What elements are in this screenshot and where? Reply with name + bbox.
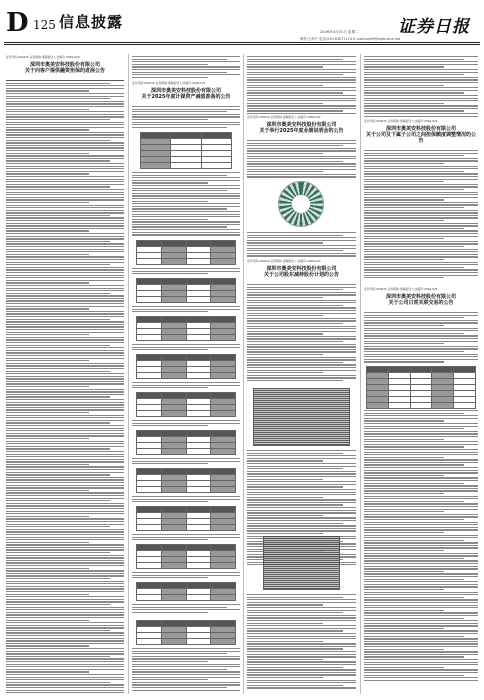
section-title: 信息披露 [59, 13, 124, 31]
announcement-body [247, 56, 356, 116]
column-4 [364, 54, 478, 694]
date-line: 2026年4月01日 星期二 [320, 30, 359, 34]
announcement-codes: 证券代码:000415 证券简称:渤海租赁 公告编号:2026-024 [364, 119, 438, 123]
announcement-body [6, 80, 124, 694]
announcement-company: 深圳市奥美安科技股份有限公司 [385, 125, 456, 132]
announcement-body [364, 410, 478, 682]
announcement-title: 关于举行2025年度业绩说明会的公告 [259, 127, 344, 134]
announcement-body [132, 106, 240, 129]
data-table [136, 354, 236, 379]
data-table [136, 506, 236, 531]
data-table [140, 132, 232, 169]
column-divider [360, 54, 361, 694]
announcement-body [364, 312, 478, 364]
announcement-company: 深圳市奥美安科技股份有限公司 [150, 87, 221, 94]
announcement-company: 深圳市奥美安科技股份有限公司 [266, 265, 337, 272]
announcement-title: 关于公司及下属子公司之间担保额度调整情况的公告 [365, 131, 476, 144]
data-table [366, 366, 476, 409]
announcement-body [132, 458, 240, 466]
announcement-title: 关于向客户提供融资担保的进展公告 [24, 67, 105, 74]
announcement-title: 关于2025年度计提资产减值准备的公告 [141, 93, 231, 100]
announcement-header [6, 56, 124, 74]
announcement-body [247, 232, 356, 258]
data-table [136, 620, 236, 645]
announcement-body [247, 140, 356, 179]
column-3 [247, 54, 356, 694]
page-letter: D [6, 8, 29, 38]
announcement-body [132, 420, 240, 428]
data-table [136, 582, 236, 601]
announcement-codes: 证券代码:000415 证券简称:渤海租赁 公告编号:2026-023 [247, 259, 321, 263]
announcement-codes: 证券代码:000415 证券简称:渤海租赁 公告编号:2026-021 [132, 81, 206, 85]
announcement-header [364, 120, 478, 144]
announcement-body [132, 172, 240, 237]
data-table [253, 388, 350, 446]
announcement-body [132, 344, 240, 352]
announcement-body [132, 382, 240, 390]
column-divider [128, 54, 129, 694]
announcement-header [132, 82, 240, 100]
contact-line: 制作:王海宁 电话:010-63071114 E-mail:zqrb9@zqrb.sina.net [300, 37, 401, 41]
data-table [136, 392, 236, 417]
announcement-company: 深圳市奥美安科技股份有限公司 [385, 293, 456, 300]
data-table [136, 278, 236, 303]
newspaper-logo: 证券日报 [398, 17, 470, 37]
announcement-header [247, 116, 356, 134]
announcement-body [132, 56, 240, 79]
announcement-body [132, 648, 240, 692]
qr-code-icon [278, 181, 324, 227]
announcement-body [132, 572, 240, 580]
data-table [136, 316, 236, 341]
announcement-body [132, 306, 240, 314]
masthead [0, 0, 484, 44]
announcement-company: 深圳市奥美安科技股份有限公司 [266, 121, 337, 128]
masthead-rule [4, 42, 480, 43]
announcement-header [364, 288, 478, 306]
announcement-body [132, 268, 240, 276]
announcement-body [132, 604, 240, 614]
announcement-codes: 证券代码:000415 证券简称:渤海租赁 公告编号:2026-025 [364, 287, 438, 291]
announcement-body [132, 534, 240, 542]
announcement-body [364, 56, 478, 118]
announcement-codes: 证券代码:000415 证券简称:渤海租赁 公告编号:2026-020 [6, 55, 80, 59]
announcement-body [364, 150, 478, 280]
announcement-body [247, 284, 356, 383]
column-2 [132, 54, 240, 694]
data-table [136, 430, 236, 455]
data-table [136, 468, 236, 493]
column-1 [6, 54, 124, 694]
announcement-body [247, 594, 356, 690]
column-divider [243, 54, 244, 694]
announcement-title: 关于公司股东减持股份计划的公告 [263, 271, 339, 278]
page-number: 125 [33, 18, 56, 32]
data-table [136, 544, 236, 569]
announcement-company: 深圳市奥美安科技股份有限公司 [29, 61, 100, 68]
announcement-title: 关于公司日常关联交易的公告 [388, 299, 454, 306]
announcement-header [247, 260, 356, 278]
announcement-body [132, 496, 240, 504]
data-table [263, 536, 340, 590]
announcement-codes: 证券代码:000415 证券简称:渤海租赁 公告编号:2026-022 [247, 115, 321, 119]
data-table [136, 240, 236, 265]
masthead-rule-thin [4, 44, 480, 45]
